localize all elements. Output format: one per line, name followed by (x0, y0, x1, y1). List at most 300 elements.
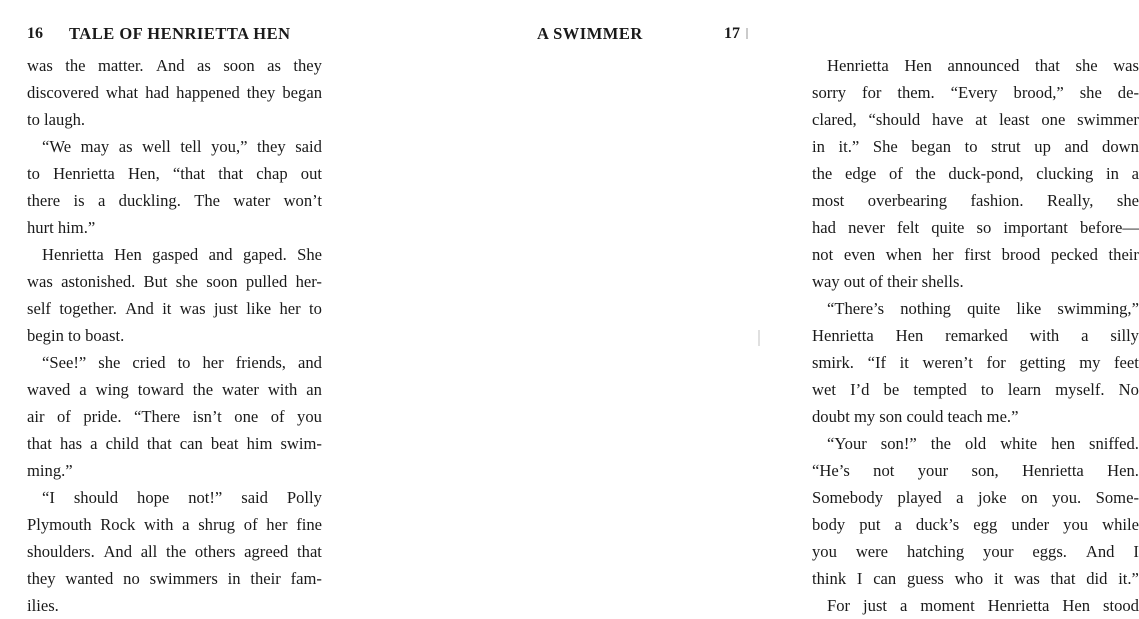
word: for (986, 353, 1006, 372)
word: that (1035, 56, 1060, 75)
word: down (1102, 137, 1139, 156)
word: son!” (880, 434, 917, 453)
text-line: doubt my son could teach me.” (812, 407, 1019, 426)
word: first (964, 245, 991, 264)
word: Some- (1095, 488, 1139, 507)
text-line (812, 322, 1139, 349)
word: it.” (1118, 569, 1139, 588)
word: a (1131, 164, 1139, 183)
word: she (1075, 56, 1098, 75)
word: friends, (235, 353, 286, 372)
word: “should (868, 110, 921, 129)
word: just (213, 299, 238, 318)
text-line: ming.” (27, 461, 73, 480)
word: Hen (114, 245, 142, 264)
word: nothing (900, 299, 951, 318)
word: feet (1114, 353, 1139, 372)
word: toward (137, 380, 184, 399)
word: overbearing (867, 191, 948, 210)
word: of (888, 164, 903, 183)
text-line (812, 511, 1139, 538)
word: edge (844, 164, 877, 183)
word: “Every (950, 83, 998, 102)
word: Hen (1062, 596, 1091, 615)
word: was (1013, 569, 1040, 588)
page-recto (387, 0, 1139, 615)
word: Somebody (812, 488, 883, 507)
text-line (27, 52, 322, 79)
word: tell (180, 137, 202, 156)
word: like (246, 299, 272, 318)
word: Polly (286, 488, 322, 507)
word: duckling. (118, 191, 181, 210)
word: played (897, 488, 942, 507)
text-line (812, 160, 1139, 187)
word: to (27, 164, 40, 183)
word: And (125, 299, 154, 318)
text-line (27, 268, 322, 295)
word: was (1113, 56, 1139, 75)
word: Hen (904, 56, 932, 75)
word: joke (978, 488, 1007, 507)
word: in (227, 569, 241, 588)
word: she (1116, 191, 1139, 210)
word: has (59, 434, 83, 453)
word: a (182, 515, 190, 534)
text-line (812, 349, 1139, 376)
word: you,” (211, 137, 248, 156)
word: a (894, 515, 902, 534)
word: never (848, 218, 885, 237)
text-line (812, 187, 1139, 214)
word: a (899, 596, 908, 615)
word: egg (973, 515, 998, 534)
word: a (79, 380, 87, 399)
word: her (279, 299, 301, 318)
word: Hen (895, 326, 924, 345)
word: pulled (245, 272, 288, 291)
word: him (246, 434, 273, 453)
page-verso (0, 0, 387, 615)
word: quite (967, 299, 1001, 318)
word: with (1029, 326, 1060, 345)
word: “If (867, 353, 886, 372)
word: the (812, 164, 833, 183)
running-head-left (27, 22, 360, 46)
word: to (177, 353, 191, 372)
text-line (27, 79, 322, 106)
word: cried (132, 353, 166, 372)
word: her (202, 353, 224, 372)
word: And (156, 56, 185, 75)
text-line: to laugh. (27, 110, 86, 129)
running-head-right (425, 22, 752, 46)
word: the (930, 434, 952, 453)
word: was (27, 272, 53, 291)
word: Rock (100, 515, 136, 534)
word: discovered (27, 83, 99, 102)
word: others (194, 542, 236, 561)
word: water (222, 380, 259, 399)
text-line (812, 592, 1139, 619)
word: their (1108, 245, 1139, 264)
word: can (179, 434, 203, 453)
word: “He’s (812, 461, 850, 480)
running-head-title-right: A SWIMMER (537, 24, 643, 43)
text-line (27, 295, 322, 322)
word: de- (1117, 83, 1139, 102)
word: at (975, 110, 988, 129)
word: and (1064, 137, 1089, 156)
text-line (27, 538, 322, 565)
page-number-left: 16 (27, 25, 43, 42)
word: you (812, 542, 837, 561)
word: astonished. (61, 272, 136, 291)
word: think (812, 569, 847, 588)
word: duck’s (915, 515, 960, 534)
word: was (27, 56, 53, 75)
word: her (932, 245, 954, 264)
word: fam- (290, 569, 322, 588)
word: “There (134, 407, 181, 426)
word: a (97, 191, 106, 210)
word: clared, (812, 110, 857, 129)
word: brood (1001, 245, 1041, 264)
word: up (1034, 137, 1051, 156)
text-line (812, 538, 1139, 565)
word: self (27, 299, 51, 318)
word: no (123, 569, 140, 588)
word: Henrietta (812, 326, 874, 345)
word: sniffed. (1089, 434, 1139, 453)
word: happened (176, 83, 240, 102)
text-line (812, 457, 1139, 484)
word: shoulders. (27, 542, 95, 561)
word: son, (971, 461, 999, 480)
word: announced (947, 56, 1020, 75)
word: a (90, 434, 98, 453)
word: as (118, 137, 133, 156)
word: Henrietta (827, 56, 889, 75)
word: like (1016, 299, 1042, 318)
word: all (140, 542, 158, 561)
page-number-right: 17 (724, 25, 740, 42)
word: getting (1019, 353, 1066, 372)
word: to (964, 137, 978, 156)
word: The (194, 191, 221, 210)
word: chap (256, 164, 288, 183)
text-line (27, 430, 322, 457)
text-line: way out of their shells. (812, 272, 964, 291)
word: smirk. (812, 353, 854, 372)
word: one (234, 407, 259, 426)
word: But (143, 272, 168, 291)
word: her (266, 515, 288, 534)
word: the (165, 542, 187, 561)
text-line (812, 133, 1139, 160)
word: before— (1080, 218, 1139, 237)
word: soon (206, 272, 238, 291)
text-line (812, 565, 1139, 592)
word: Henrietta (53, 164, 115, 183)
word: she (1079, 83, 1102, 102)
word: of (243, 515, 258, 534)
word: won’t (283, 191, 322, 210)
word: that (218, 164, 244, 183)
word: “that (172, 164, 206, 183)
word: them. (897, 83, 935, 102)
word: gasped (152, 245, 199, 264)
word: “We (42, 137, 72, 156)
word: Really, (1046, 191, 1094, 210)
word: matter. (97, 56, 144, 75)
word: hatching (906, 542, 965, 561)
word: hope (137, 488, 170, 507)
word: not!” (188, 488, 223, 507)
word: the (915, 164, 936, 183)
word: while (1102, 515, 1139, 534)
word: And (1085, 542, 1115, 561)
body-text-right (812, 52, 1139, 619)
word: stood (1103, 596, 1139, 615)
word: you (297, 407, 322, 426)
word: that (27, 434, 52, 453)
word: for (862, 83, 882, 102)
word: can (873, 569, 897, 588)
word: moment (920, 596, 975, 615)
word: out (300, 164, 322, 183)
word: duck-pond, (948, 164, 1024, 183)
word: she (175, 272, 198, 291)
word: the (192, 380, 214, 399)
word: an (306, 380, 322, 399)
body-text-left (27, 52, 322, 619)
word: that (297, 542, 322, 561)
word: the (65, 56, 86, 75)
word: one (1041, 110, 1066, 129)
word: shrug (198, 515, 236, 534)
text-line: ilies. (27, 596, 59, 615)
word: she (98, 353, 121, 372)
word: “There’s (827, 299, 885, 318)
word: was (179, 299, 206, 318)
text-line: begin to boast. (27, 326, 125, 345)
word: wing (95, 380, 129, 399)
word: in (1106, 164, 1119, 183)
word: they (27, 569, 56, 588)
text-line (27, 349, 322, 376)
word: quite (931, 218, 965, 237)
scan-edge-artifact (758, 330, 760, 346)
word: wet (812, 380, 836, 399)
word: brood,” (1013, 83, 1064, 102)
word: with (267, 380, 298, 399)
word: wanted (65, 569, 114, 588)
word: tempted (913, 380, 967, 399)
word: together. (59, 299, 117, 318)
word: Henrietta (987, 596, 1050, 615)
text-line (27, 565, 322, 592)
word: as (197, 56, 211, 75)
word: swimming,” (1057, 299, 1139, 318)
text-line (812, 79, 1139, 106)
word: there (27, 191, 61, 210)
word: it.” (838, 137, 860, 156)
word: they (257, 137, 286, 156)
word: you (1063, 515, 1089, 534)
word: not (812, 245, 834, 264)
text-line (27, 160, 322, 187)
word: soon (223, 56, 255, 75)
text-line (812, 52, 1139, 79)
word: strut (991, 137, 1021, 156)
text-line: hurt him.” (27, 218, 96, 237)
word: She (297, 245, 322, 264)
text-line (812, 214, 1139, 241)
word: white (1000, 434, 1038, 453)
word: learn (1007, 380, 1042, 399)
text-line (812, 241, 1139, 268)
word: a (956, 488, 964, 507)
word: sorry (812, 83, 847, 102)
word: is (73, 191, 85, 210)
word: For (827, 596, 851, 615)
word: Hen, (127, 164, 160, 183)
word: And (103, 542, 133, 561)
text-line (812, 484, 1139, 511)
word: pride. (83, 407, 122, 426)
word: with (143, 515, 174, 534)
word: began (282, 83, 322, 102)
word: your (983, 542, 1014, 561)
running-head-title-left: TALE OF HENRIETTA HEN (69, 24, 291, 43)
word: and (297, 353, 322, 372)
text-line (27, 403, 322, 430)
text-line (27, 484, 322, 511)
text-line (27, 133, 322, 160)
word: water (233, 191, 271, 210)
word: air (27, 407, 45, 426)
word: well (142, 137, 171, 156)
word: hen (1051, 434, 1076, 453)
word: of (57, 407, 71, 426)
word: a (1081, 326, 1089, 345)
word: Hen. (1107, 461, 1139, 480)
word: swim- (280, 434, 322, 453)
word: Plymouth (27, 515, 92, 534)
word: swimmer (1077, 110, 1139, 129)
word: “See!” (42, 353, 87, 372)
word: under (1011, 515, 1050, 534)
word: did (1086, 569, 1108, 588)
text-line (812, 376, 1139, 403)
word: had (812, 218, 836, 237)
text-line (27, 241, 322, 268)
word: gaped. (242, 245, 287, 264)
word: pecked (1050, 245, 1098, 264)
word: I’d (850, 380, 870, 399)
word: I (856, 569, 863, 588)
word: on (1021, 488, 1038, 507)
word: Henrietta (1022, 461, 1084, 480)
word: waved (27, 380, 71, 399)
word: be (883, 380, 900, 399)
word: not (873, 461, 895, 480)
word: they (246, 83, 276, 102)
word: guess (906, 569, 944, 588)
word: put (859, 515, 881, 534)
word: in (812, 137, 825, 156)
word: felt (897, 218, 920, 237)
word: had (145, 83, 170, 102)
text-line (812, 295, 1139, 322)
word: most (812, 191, 845, 210)
word: that (146, 434, 172, 453)
word: said (295, 137, 322, 156)
word: just (863, 596, 888, 615)
text-line (27, 376, 322, 403)
word: agreed (244, 542, 289, 561)
word: remarked (945, 326, 1008, 345)
word: their (250, 569, 281, 588)
word: should (73, 488, 119, 507)
text-line (27, 511, 322, 538)
word: her- (295, 272, 322, 291)
word: least (999, 110, 1030, 129)
word: I (1133, 542, 1139, 561)
word: old (965, 434, 987, 453)
word: your (917, 461, 949, 480)
word: to (980, 380, 994, 399)
word: Henrietta (42, 245, 104, 264)
word: so (976, 218, 992, 237)
word: No (1118, 380, 1139, 399)
word: you. (1052, 488, 1082, 507)
word: “Your (827, 434, 867, 453)
word: of (270, 407, 285, 426)
word: my (1079, 353, 1101, 372)
word: even (843, 245, 876, 264)
word: important (1003, 218, 1068, 237)
text-line (812, 106, 1139, 133)
word: eggs. (1032, 542, 1067, 561)
word: swimmers (149, 569, 218, 588)
text-line (812, 430, 1139, 457)
word: were (855, 542, 889, 561)
word: said (241, 488, 268, 507)
word: silly (1110, 326, 1139, 345)
scan-smudge-artifact (746, 28, 748, 39)
word: have (932, 110, 964, 129)
word: as (267, 56, 281, 75)
word: fashion. (970, 191, 1024, 210)
word: myself. (1055, 380, 1105, 399)
word: weren’t (922, 353, 973, 372)
word: that (1050, 569, 1076, 588)
word: to (309, 299, 322, 318)
word: clucking (1036, 164, 1094, 183)
word: beat (210, 434, 239, 453)
word: they (293, 56, 322, 75)
word: it (899, 353, 909, 372)
text-line (27, 187, 322, 214)
word: She (872, 137, 898, 156)
word: who (954, 569, 984, 588)
word: it (993, 569, 1004, 588)
word: may (80, 137, 110, 156)
word: fine (296, 515, 322, 534)
word: it (162, 299, 172, 318)
